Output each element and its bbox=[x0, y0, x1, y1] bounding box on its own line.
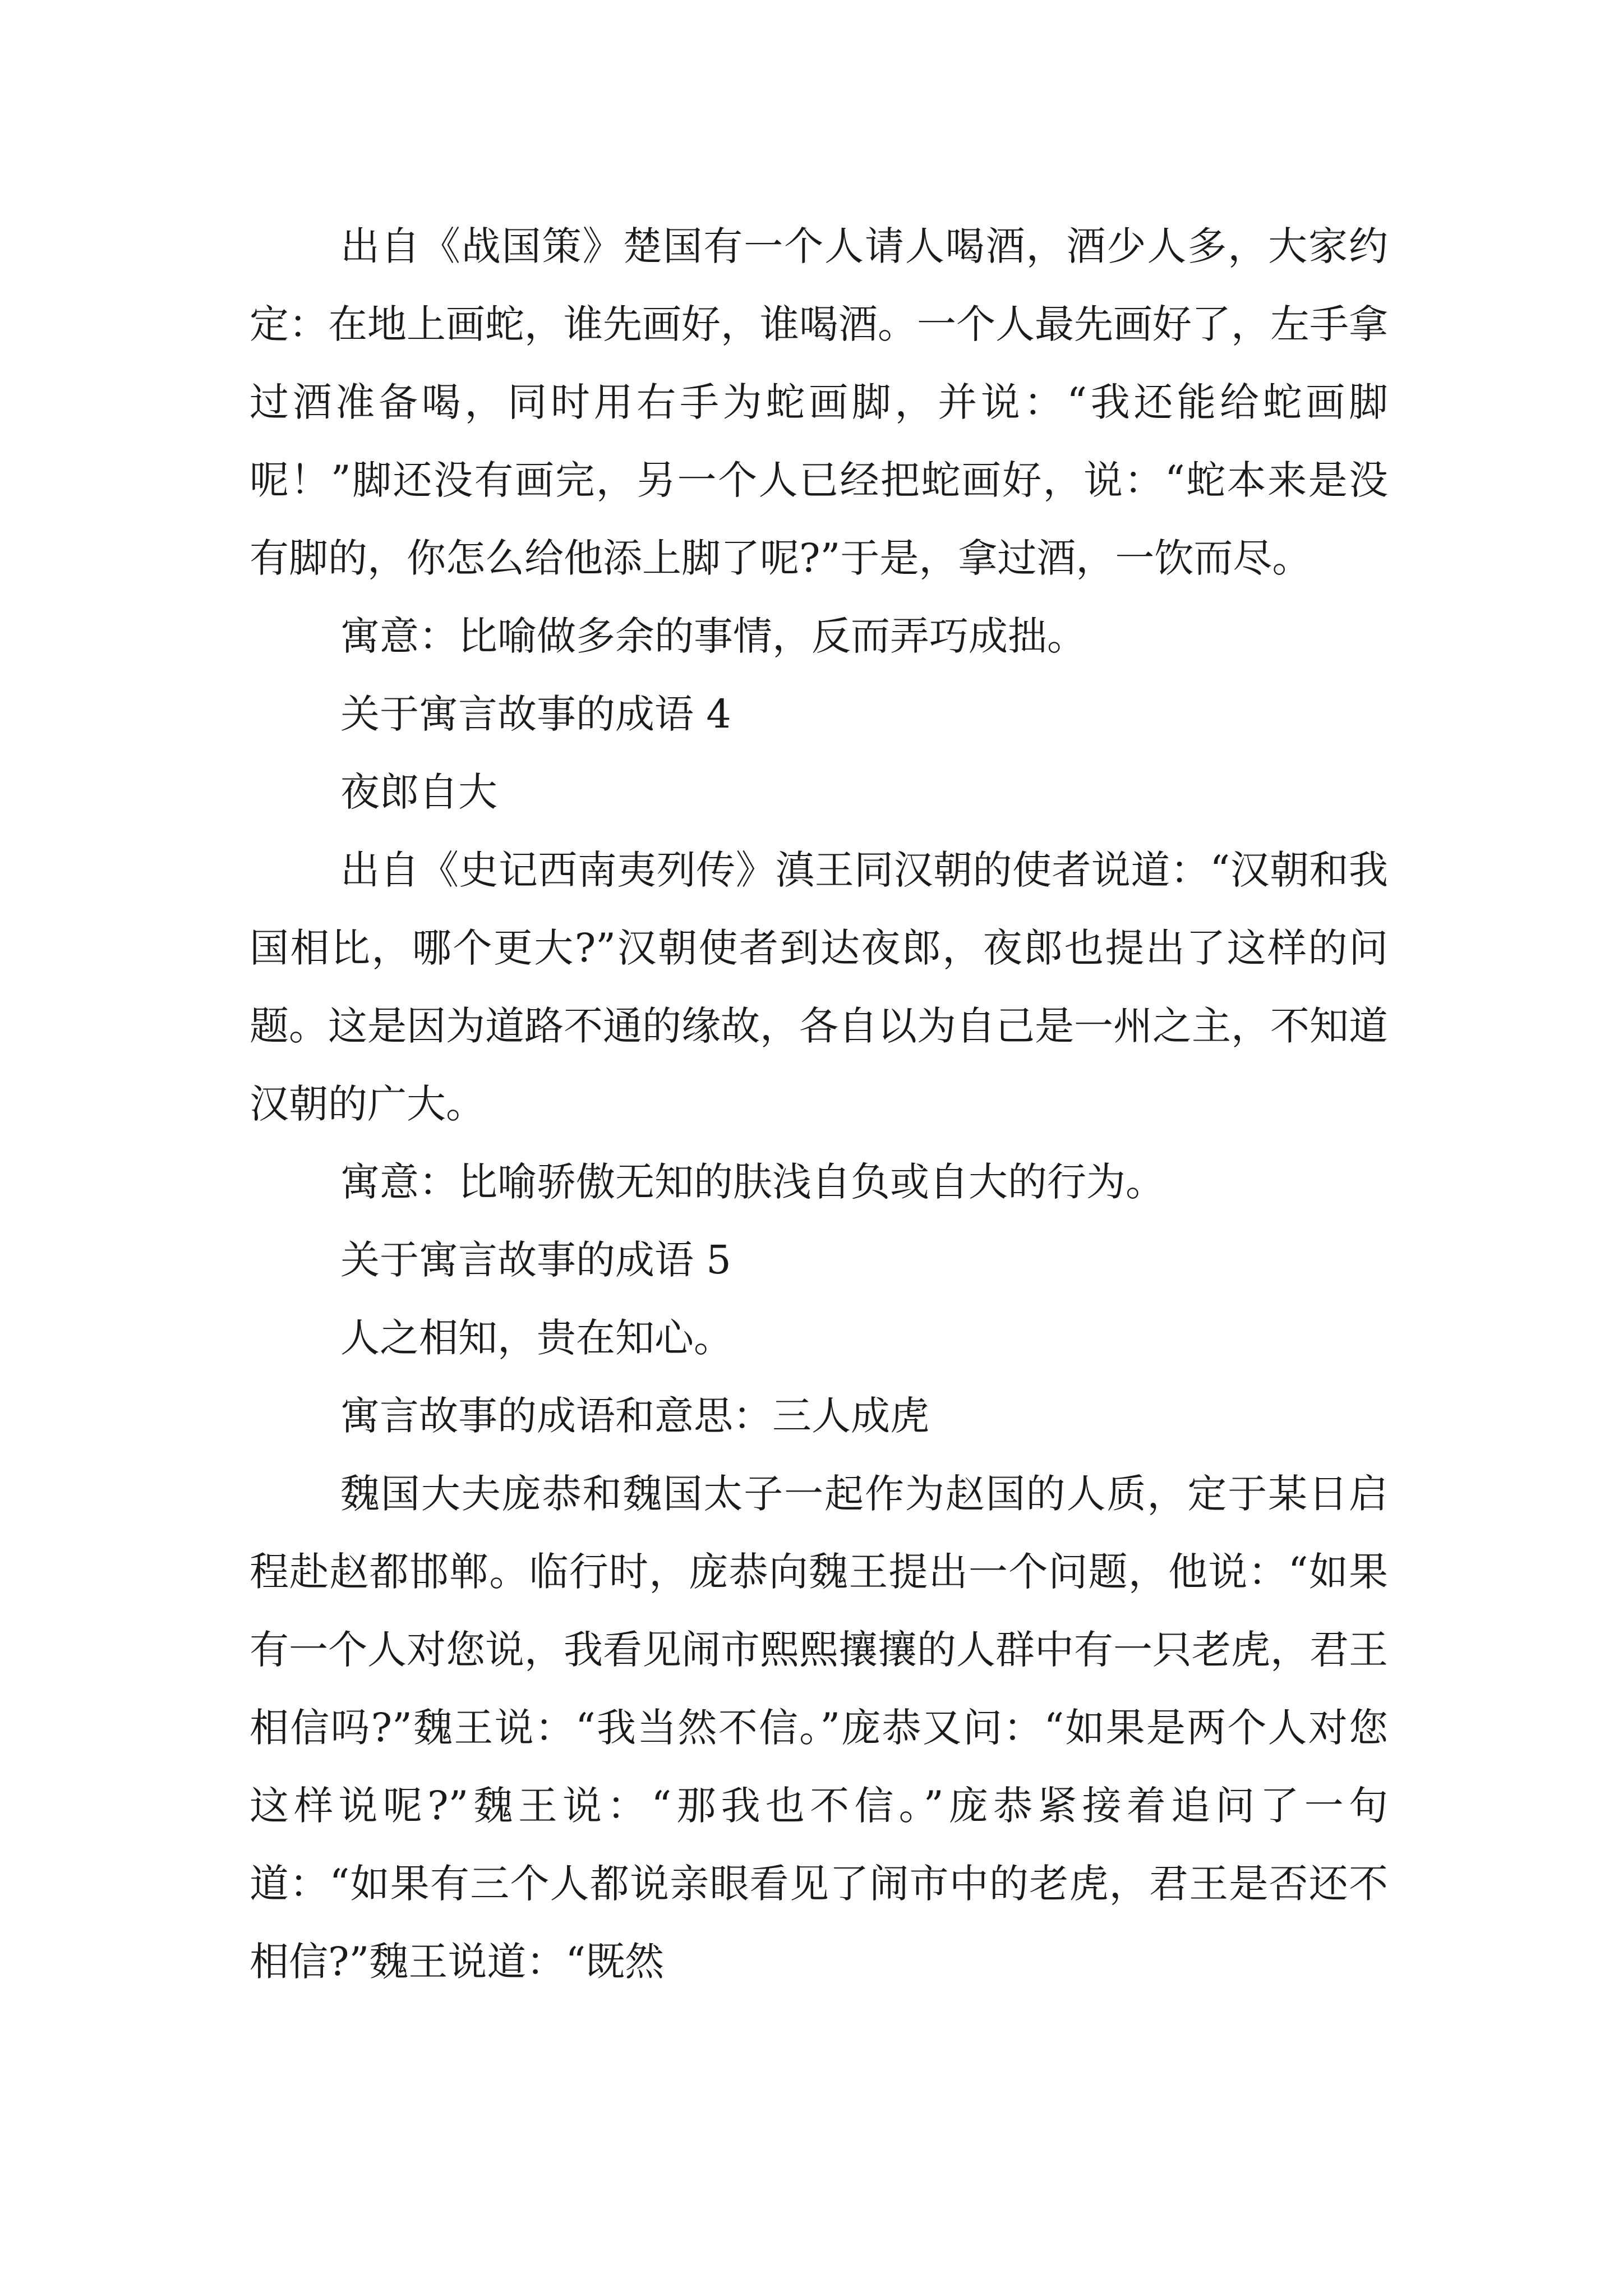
paragraph-saying: 人之相知，贵在知心。 bbox=[340, 1315, 733, 1361]
paragraph-story-yelang: 出自《史记西南夷列传》滇王同汉朝的使者说道：“汉朝和我国相比，哪个更大?”汉朝使者到达夜郎，夜郎也提出了这样的问题。这是因为道路不通的缘故，各自以为自己是一州之主，不知道汉朝的广大。 bbox=[250, 847, 1388, 1127]
paragraph-moral-yelang: 寓意：比喻骄傲无知的肤浅自负或自大的行为。 bbox=[340, 1159, 1165, 1205]
idiom-title-yelang: 夜郎自大 bbox=[340, 769, 497, 815]
paragraph-story-three-tigers: 魏国大夫庞恭和魏国太子一起作为赵国的人质，定于某日启程赴赵都邯郸。临行时，庞恭向魏王提出一个问题，他说：“如果有一个人对您说，我看见闹市熙熙攘攘的人群中有一只老虎，君王相信吗?”魏王说：“我当然不信。”庞恭又问：“如果是两个人对您这样说呢?”魏王说：“那我也不信。”庞恭紧接着追问了一句道：“如果有三个人都说亲眼看见了闹市中的老虎，君王是否还不相信?”魏王说道：“既然 bbox=[250, 1471, 1388, 1985]
paragraph-moral-snake-feet: 寓意：比喻做多余的事情，反而弄巧成拙。 bbox=[340, 613, 1086, 659]
paragraph-story-snake-feet: 出自《战国策》楚国有一个人请人喝酒，酒少人多，大家约定：在地上画蛇，谁先画好，谁喝酒。一个人最先画好了，左手拿过酒准备喝，同时用右手为蛇画脚，并说：“我还能给蛇画脚呢！”脚还没有画完，另一个人已经把蛇画好，说：“蛇本来是没有脚的，你怎么给他添上脚了呢?”于是，拿过酒，一饮而尽。 bbox=[250, 223, 1388, 581]
section-heading-4: 关于寓言故事的成语 4 bbox=[340, 691, 731, 737]
idiom-title-three-tigers: 寓言故事的成语和意思：三人成虎 bbox=[340, 1393, 929, 1439]
document-body bbox=[250, 208, 1388, 2001]
section-heading-5: 关于寓言故事的成语 5 bbox=[340, 1237, 731, 1283]
